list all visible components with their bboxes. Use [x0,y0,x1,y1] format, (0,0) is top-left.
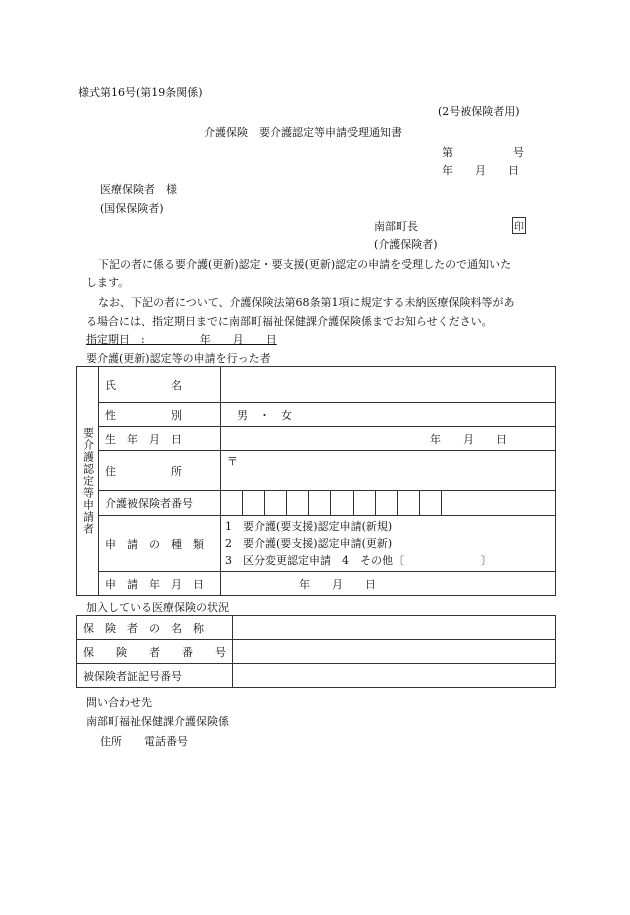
insured-card-field[interactable] [233,664,556,688]
birthdate-label: 生 年 月 日 [99,427,221,451]
doc-number-prefix: 第 [442,146,453,159]
body-paragraph-2-cont: る場合には、指定期日までに南部町福祉保健課介護保険係までお知らせください。 [86,315,493,328]
page-title: 介護保険 要介護認定等申請受理通知書 [204,126,402,139]
sender-name: 南部町長 [374,220,418,233]
addressee-name: 医療保険者 様 [100,183,177,196]
addressee-sub: (国保保険者) [100,202,164,215]
insured-type: (2号被保険者用) [438,105,520,118]
applicant-heading: 要介護(更新)認定等の申請を行った者 [86,352,271,365]
form-number: 様式第16号(第19条関係) [78,86,203,99]
insurer-name-label: 保 険 者 の 名 称 [77,616,233,640]
body-paragraph-1-cont: します。 [86,276,130,289]
contact-heading: 問い合わせ先 [86,696,152,709]
sender-sub: (介護保険者) [374,238,438,251]
body-paragraph-2: なお、下記の者について、介護保険法第68条第1項に規定する未納医療保険料等があ [98,296,515,309]
sex-label: 性 別 [99,403,221,427]
application-type-option[interactable]: 2 要介護(要支援)認定申請(更新) [225,537,393,550]
application-type-label: 申 請 の 種 類 [99,516,221,572]
application-type-options[interactable] [221,516,556,572]
application-type-option[interactable]: 1 要介護(要支援)認定申請(新規) [225,520,393,533]
insured-card-label: 被保険者証記号番号 [77,664,233,688]
contact-address-phone: 住所 電話番号 [100,735,188,748]
apply-date-field[interactable]: 年 月 日 [221,572,556,596]
birthdate-field[interactable]: 年 月 日 [221,427,556,451]
doc-number-suffix: 号 [513,146,524,159]
insurance-table [76,615,556,688]
address-field[interactable]: 〒 [221,451,556,491]
applicant-side-label: 要介護認定等申請者 [77,367,99,596]
body-paragraph-1: 下記の者に係る要介護(更新)認定・要支援(更新)認定の申請を受理したので通知いた [98,258,512,271]
insured-number-label: 介護被保険者番号 [99,491,221,516]
insurer-number-field[interactable] [233,640,556,664]
application-type-option[interactable]: 3 区分変更認定申請 4 その他〔 〕 [225,554,492,567]
seal-mark: 印 [512,217,526,234]
insurance-heading: 加入している医療保険の状況 [86,601,229,614]
sex-field[interactable]: 男 ・ 女 [221,403,556,427]
insured-number-field[interactable] [221,491,556,516]
name-field[interactable] [221,367,556,403]
insurer-name-field[interactable] [233,616,556,640]
issue-date: 年 月 日 [442,164,519,177]
applicant-table [76,366,556,596]
deadline: 指定期日 : 年 月 日 [86,333,277,346]
apply-date-label: 申 請 年 月 日 [99,572,221,596]
contact-office: 南部町福祉保健課介護保険係 [86,715,229,728]
address-label: 住 所 [99,451,221,491]
insurer-number-label: 保 険 者 番 号 [77,640,233,664]
name-label: 氏 名 [99,367,221,403]
